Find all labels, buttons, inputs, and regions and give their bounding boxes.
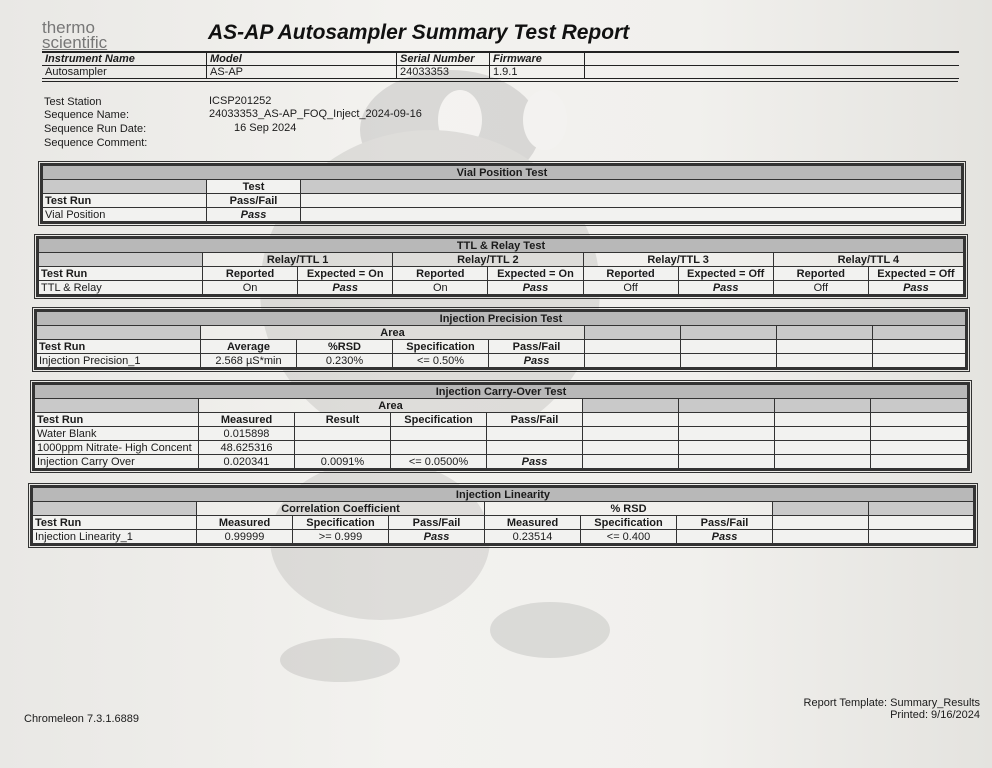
table-row-label: Vial Position xyxy=(43,208,207,222)
column-header: Specification xyxy=(581,516,677,530)
table-cell: 0.0091% xyxy=(295,455,391,469)
sequence-name-label: Sequence Name: xyxy=(44,109,129,121)
result-pass: Pass xyxy=(207,208,301,222)
table-row-label: Injection Precision_1 xyxy=(37,354,201,368)
column-header: Specification xyxy=(393,340,489,354)
column-header: %RSD xyxy=(297,340,393,354)
column-header: Reported xyxy=(203,267,298,281)
column-group-header: Relay/TTL 2 xyxy=(393,253,583,267)
footer-info xyxy=(804,697,980,721)
result-pass: Pass xyxy=(677,530,773,544)
column-header: Expected = On xyxy=(488,267,583,281)
column-header: Average xyxy=(201,340,297,354)
column-header: Specification xyxy=(293,516,389,530)
column-header: Pass/Fail xyxy=(389,516,485,530)
table-cell: 0.230% xyxy=(297,354,393,368)
column-header: Pass/Fail xyxy=(487,413,583,427)
row-header: Test Run xyxy=(35,413,199,427)
column-header: Serial Number xyxy=(397,52,490,66)
vial-position-test-table xyxy=(40,163,964,224)
table-cell: <= 0.400 xyxy=(581,530,677,544)
table-row-label: TTL & Relay xyxy=(39,281,203,295)
table-cell: 0.99999 xyxy=(197,530,293,544)
watermark-mascot-image xyxy=(220,60,640,700)
table-cell: On xyxy=(203,281,298,295)
column-header: Expected = Off xyxy=(678,267,773,281)
table-cell: <= 0.50% xyxy=(393,354,489,368)
table-cell: <= 0.0500% xyxy=(391,455,487,469)
row-header: Test Run xyxy=(43,194,207,208)
column-header: Expected = Off xyxy=(868,267,963,281)
table-cell: 24033353 xyxy=(397,66,490,79)
column-header xyxy=(585,52,960,66)
table-cell: 0.23514 xyxy=(485,530,581,544)
sequence-comment-label: Sequence Comment: xyxy=(44,137,148,149)
column-header: Pass/Fail xyxy=(207,194,301,208)
table-row-label: Injection Linearity_1 xyxy=(33,530,197,544)
table-cell: On xyxy=(393,281,488,295)
column-header: Measured xyxy=(199,413,295,427)
column-header: Expected = On xyxy=(298,267,393,281)
table-cell: 48.625316 xyxy=(199,441,295,455)
column-header: Reported xyxy=(583,267,678,281)
ttl-relay-test-table xyxy=(36,236,966,297)
table-row-label: Injection Carry Over xyxy=(35,455,199,469)
column-header: Reported xyxy=(393,267,488,281)
sequence-run-date-value: 16 Sep 2024 xyxy=(234,122,297,134)
result-pass: Pass xyxy=(389,530,485,544)
column-group-header: % RSD xyxy=(485,502,773,516)
column-group-header: Correlation Coefficient xyxy=(197,502,485,516)
column-header: Pass/Fail xyxy=(489,340,585,354)
table-row-label: 1000ppm Nitrate- High Concent xyxy=(35,441,199,455)
injection-carry-over-test-table xyxy=(32,382,970,471)
column-header: Measured xyxy=(485,516,581,530)
table-cell xyxy=(585,66,960,79)
row-header: Test Run xyxy=(39,267,203,281)
column-header: Instrument Name xyxy=(42,52,207,66)
result-pass: Pass xyxy=(489,354,585,368)
table-cell: 2.568 µS*min xyxy=(201,354,297,368)
row-header: Test Run xyxy=(37,340,201,354)
table-title: Vial Position Test xyxy=(43,166,962,180)
result-pass: Pass xyxy=(868,281,963,295)
column-group-header: Area xyxy=(199,399,583,413)
column-header: Result xyxy=(295,413,391,427)
table-title: TTL & Relay Test xyxy=(39,239,964,253)
column-group-header: Relay/TTL 3 xyxy=(583,253,773,267)
table-title: Injection Carry-Over Test xyxy=(35,385,968,399)
table-cell: >= 0.999 xyxy=(293,530,389,544)
thermo-scientific-logo: thermo scientific xyxy=(42,18,108,52)
column-header: Specification xyxy=(391,413,487,427)
test-station-value: ICSP201252 xyxy=(209,95,272,107)
column-group-header: Area xyxy=(201,326,585,340)
table-title: Injection Linearity xyxy=(33,488,974,502)
table-cell: AS-AP xyxy=(207,66,397,79)
table-cell: 0.020341 xyxy=(199,455,295,469)
table-row-label: Water Blank xyxy=(35,427,199,441)
sequence-name-value: 24033353_AS-AP_FOQ_Inject_2024-09-16 xyxy=(209,108,422,120)
result-pass: Pass xyxy=(298,281,393,295)
table-cell: Off xyxy=(773,281,868,295)
table-title: Injection Precision Test xyxy=(37,312,966,326)
report-template: Report Template: Summary_Results xyxy=(803,697,980,709)
result-pass: Pass xyxy=(488,281,583,295)
column-header: Model xyxy=(207,52,397,66)
column-group-header: Relay/TTL 4 xyxy=(773,253,963,267)
injection-precision-test-table xyxy=(34,309,968,370)
table-cell: Autosampler xyxy=(42,66,207,79)
column-header: Reported xyxy=(773,267,868,281)
result-pass: Pass xyxy=(487,455,583,469)
instrument-info-table xyxy=(42,51,959,79)
column-header: Test xyxy=(207,180,301,194)
report-title: AS-AP Autosampler Summary Test Report xyxy=(208,21,630,44)
column-header: Pass/Fail xyxy=(677,516,773,530)
sequence-run-date-label: Sequence Run Date: xyxy=(44,123,147,135)
software-version: Chromeleon 7.3.1.6889 xyxy=(24,713,139,725)
table-cell: 1.9.1 xyxy=(490,66,585,79)
table-cell: 0.015898 xyxy=(199,427,295,441)
column-header: Firmware xyxy=(490,52,585,66)
table-cell: Off xyxy=(583,281,678,295)
row-header: Test Run xyxy=(33,516,197,530)
test-station-label: Test Station xyxy=(44,96,102,108)
result-pass: Pass xyxy=(678,281,773,295)
printed-date: Printed: 9/16/2024 xyxy=(890,709,980,721)
divider xyxy=(42,81,958,82)
column-header: Measured xyxy=(197,516,293,530)
column-group-header: Relay/TTL 1 xyxy=(203,253,393,267)
injection-linearity-table xyxy=(30,485,976,546)
